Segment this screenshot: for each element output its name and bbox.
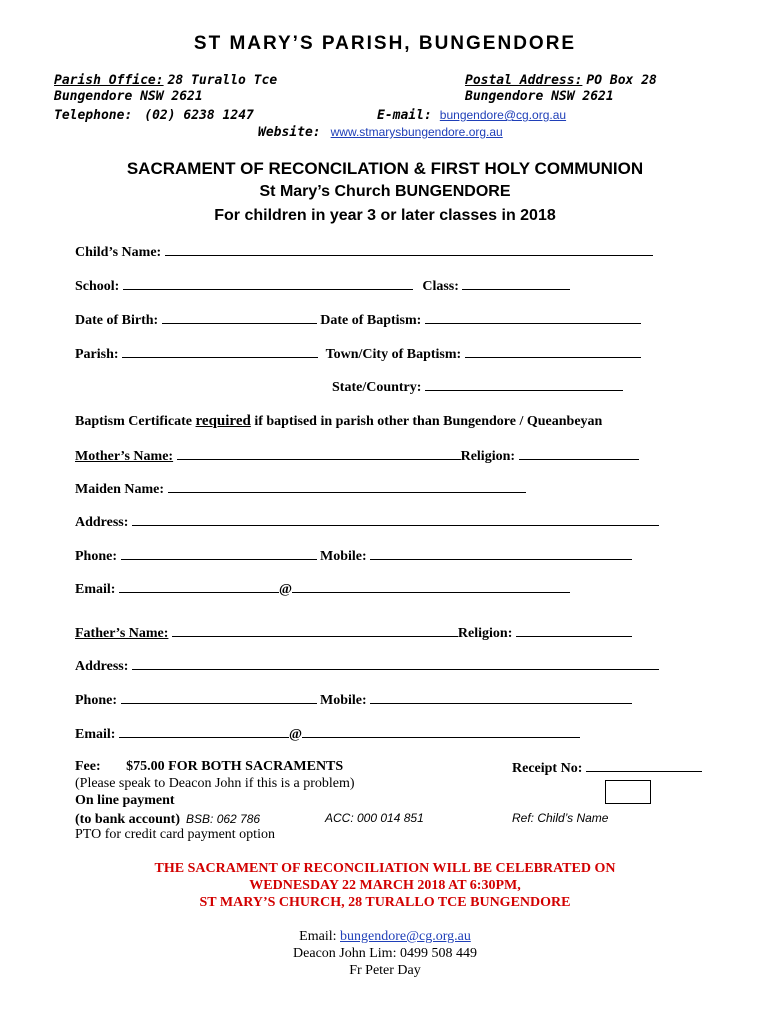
fee-value: $75.00 FOR BOTH SACRAMENTS [126,759,344,774]
postal-label: Postal Address: [465,73,583,88]
town-baptism-label: Town/City of Baptism: [325,347,462,362]
dob-label: Date of Birth: [75,313,159,328]
footer-email [0,929,770,945]
parish-office-line [54,71,277,89]
mother-row [75,447,639,465]
father-name-field[interactable] [172,624,458,637]
father-phone-label: Phone: [75,693,117,708]
father-address-field[interactable] [132,657,659,670]
mother-name-field[interactable] [177,447,461,460]
fee-note: (Please speak to Deacon John if this is a problem) [75,776,355,791]
parish-label: Parish: [75,347,119,362]
parish-town: Bungendore NSW 2621 [54,89,203,104]
bank-label: (to bank account) [75,812,181,827]
receipt-field[interactable] [586,759,702,772]
footer-email-label: Email: [299,929,340,944]
footer-email-link[interactable]: bungendore@cg.org.au [340,929,471,944]
postal-value: PO Box 28 [586,73,657,88]
town-baptism-field[interactable] [465,345,641,358]
baptism-note-a: Baptism Certificate [75,414,196,429]
website-link[interactable]: www.stmarysbungendore.org.au [330,125,503,139]
parish-row [75,345,641,363]
online-payment: On line payment [75,793,175,808]
father-phone-field[interactable] [121,691,317,704]
telephone-line [54,106,254,124]
mother-phone-row [75,547,632,565]
email-link[interactable]: bungendore@cg.org.au [439,108,567,122]
website-line [258,123,503,141]
notice-line-1: THE SACRAMENT OF RECONCILIATION WILL BE CELEBRATED ON [154,861,616,876]
father-email-at: @ [288,727,302,742]
sacrament-heading: SACRAMENT OF RECONCILATION & FIRST HOLY COMMUNION [126,159,644,178]
parish-field[interactable] [122,345,318,358]
state-country-label: State/Country: [332,380,422,395]
mother-phone-label: Phone: [75,549,117,564]
maiden-row [75,480,526,498]
page-title: ST MARY’S PARISH, BUNGENDORE [193,33,577,54]
mother-email-domain-field[interactable] [292,580,570,593]
mother-email-row [75,580,570,598]
father-name-label: Father’s Name: [75,626,169,641]
father-email-domain-field[interactable] [302,725,580,738]
footer-priest: Fr Peter Day [349,963,421,978]
fee-row [75,759,343,775]
parish-office-address: 28 Turallo Tce [167,73,278,88]
child-name-label: Child’s Name: [75,245,162,260]
school-row [75,277,570,295]
baptism-note [75,413,602,430]
father-row [75,624,632,642]
website-label: Website: [258,125,321,140]
mother-religion-label: Religion: [460,449,516,464]
father-address-row [75,657,659,675]
state-row [332,378,623,396]
mother-address-row [75,513,659,531]
bank-row [75,810,260,828]
postal-town: Bungendore NSW 2621 [465,89,614,104]
footer-deacon: Deacon John Lim: 0499 508 449 [293,946,477,961]
father-mobile-label: Mobile: [320,693,367,708]
father-mobile-field[interactable] [370,691,632,704]
mother-mobile-label: Mobile: [320,549,367,564]
parish-office-label: Parish Office: [54,73,164,88]
telephone-label: Telephone: [54,108,133,123]
receipt-label: Receipt No: [512,761,583,776]
mother-address-field[interactable] [132,513,659,526]
email-label: E-mail: [377,108,432,123]
father-address-label: Address: [75,659,129,674]
father-email-row [75,725,580,743]
bsb-value: BSB: 062 786 [186,812,261,826]
receipt-box[interactable] [605,780,651,804]
postal-line [465,71,657,89]
mother-address-label: Address: [75,515,129,530]
dob-row [75,311,641,329]
school-field[interactable] [123,277,413,290]
maiden-name-label: Maiden Name: [75,482,165,497]
school-label: School: [75,279,120,294]
church-heading: St Mary’s Church BUNGENDORE [259,183,511,200]
notice-line-3: ST MARY’S CHURCH, 28 TURALLO TCE BUNGENDORE [199,895,571,910]
father-phone-row [75,691,632,709]
class-field[interactable] [462,277,570,290]
child-name-field[interactable] [165,243,653,256]
mother-mobile-field[interactable] [370,547,632,560]
mother-name-label: Mother’s Name: [75,449,174,464]
father-email-user-field[interactable] [119,725,289,738]
mother-email-label: Email: [75,582,116,597]
father-religion-label: Religion: [457,626,513,641]
dobap-label: Date of Baptism: [320,313,422,328]
ref-note: Ref: Child’s Name [512,811,609,825]
receipt-row [512,759,702,777]
mother-religion-field[interactable] [519,447,639,460]
mother-email-user-field[interactable] [119,580,279,593]
telephone-value: (02) 6238 1247 [144,108,254,123]
father-religion-field[interactable] [516,624,632,637]
baptism-note-c: if baptised in parish other than Bungendore / Queanbeyan [250,414,603,429]
child-name-row [75,243,653,261]
acc-value: ACC: 000 014 851 [325,811,424,825]
father-email-label: Email: [75,727,116,742]
state-country-field[interactable] [425,378,623,391]
dob-field[interactable] [162,311,317,324]
dobap-field[interactable] [425,311,641,324]
mother-email-at: @ [278,582,292,597]
notice-line-2: WEDNESDAY 22 MARCH 2018 AT 6:30PM, [249,878,521,893]
maiden-name-field[interactable] [168,480,526,493]
baptism-note-required: required [195,413,251,429]
class-label: Class: [422,279,459,294]
mother-phone-field[interactable] [121,547,317,560]
year-heading: For children in year 3 or later classes in 2018 [214,207,556,224]
pto-note: PTO for credit card payment option [75,827,275,842]
fee-label: Fee: [75,759,101,774]
email-line [377,106,566,124]
